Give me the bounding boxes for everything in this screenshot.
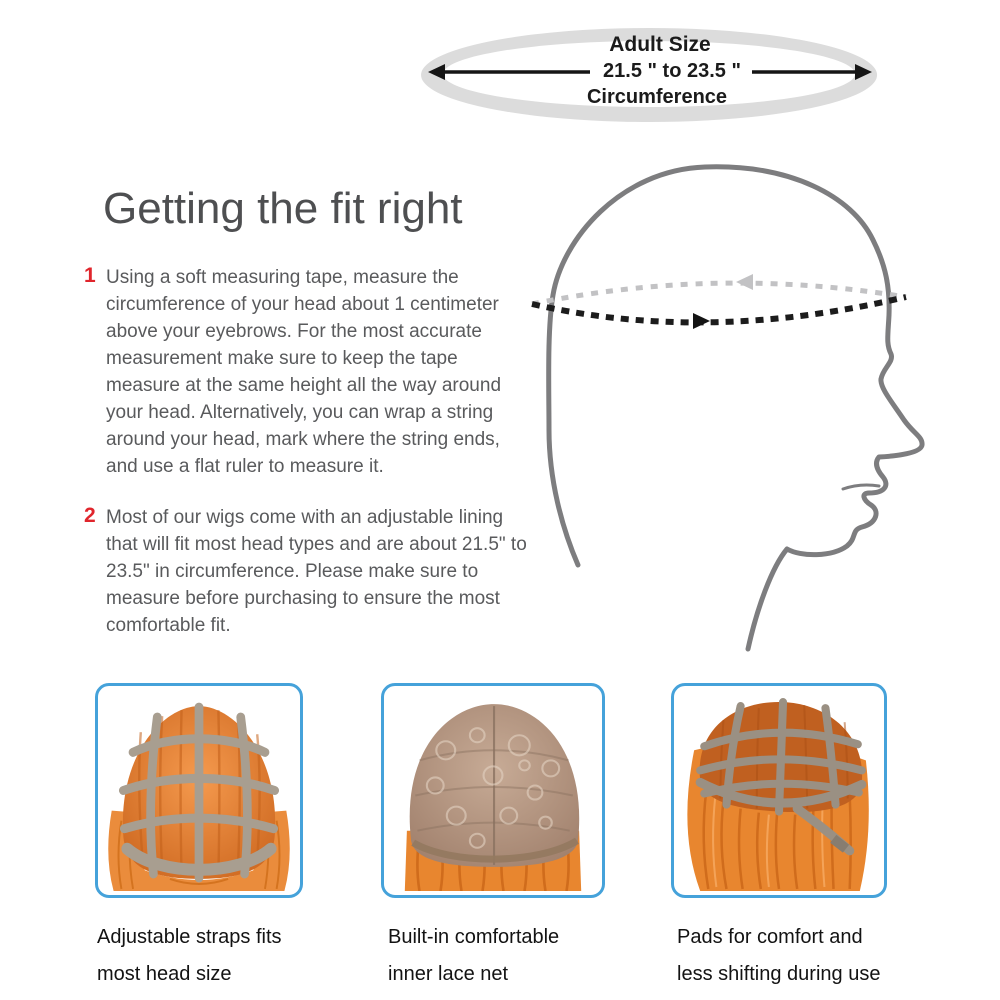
wig-cap-straps-image	[102, 690, 296, 891]
step-2-number: 2	[84, 504, 96, 527]
step-2-text: Most of our wigs come with an adjustable lining that will fit most head types and are about 21.5" to 23.5" in circumference. Please make sure to measure before purchasing to ensure the most comfortable fit.	[106, 507, 527, 636]
caption-line: Adjustable straps fits	[97, 926, 282, 948]
head-outline	[549, 167, 922, 649]
measure-line-back	[532, 283, 906, 304]
measure-arrow-left	[736, 274, 753, 290]
feature-card-pads	[671, 683, 887, 898]
step-1-text: Using a soft measuring tape, measure the circumference of your head about 1 centimeter above your eyebrows. For the most accurate measurement make sure to keep the tape measure at the same height all the way around your head. Alternatively, you can wrap a string around your head, mark where the string ends, and use a flat ruler to measure it.	[106, 267, 502, 477]
band-range-label: 21.5 " to 23.5 "	[603, 60, 741, 82]
page-title: Getting the fit right	[103, 184, 463, 233]
wig-cap-lace-net-image	[388, 690, 598, 891]
mouth-line	[843, 485, 879, 489]
band-size-label: Adult Size	[609, 33, 711, 56]
instruction-step-2	[84, 504, 532, 639]
wig-cap-side-image	[678, 690, 880, 891]
feature-card-straps	[95, 683, 303, 898]
feature-caption-pads	[677, 919, 880, 993]
step-1-number: 1	[84, 264, 96, 287]
caption-line: Built-in comfortable	[388, 926, 560, 948]
instruction-step-1	[84, 264, 532, 480]
head-profile-diagram	[505, 150, 990, 670]
band-circumference-label: Circumference	[586, 86, 728, 108]
feature-card-lace-net	[381, 683, 605, 898]
caption-line: less shifting during use	[677, 963, 881, 985]
feature-caption-straps	[97, 919, 282, 993]
caption-line: inner lace net	[388, 963, 509, 985]
caption-line: Pads for comfort and	[677, 926, 863, 948]
measure-line-front	[532, 297, 906, 322]
measure-arrow-right	[693, 313, 710, 329]
caption-line: most head size	[97, 963, 232, 985]
feature-caption-lace-net	[388, 919, 559, 993]
